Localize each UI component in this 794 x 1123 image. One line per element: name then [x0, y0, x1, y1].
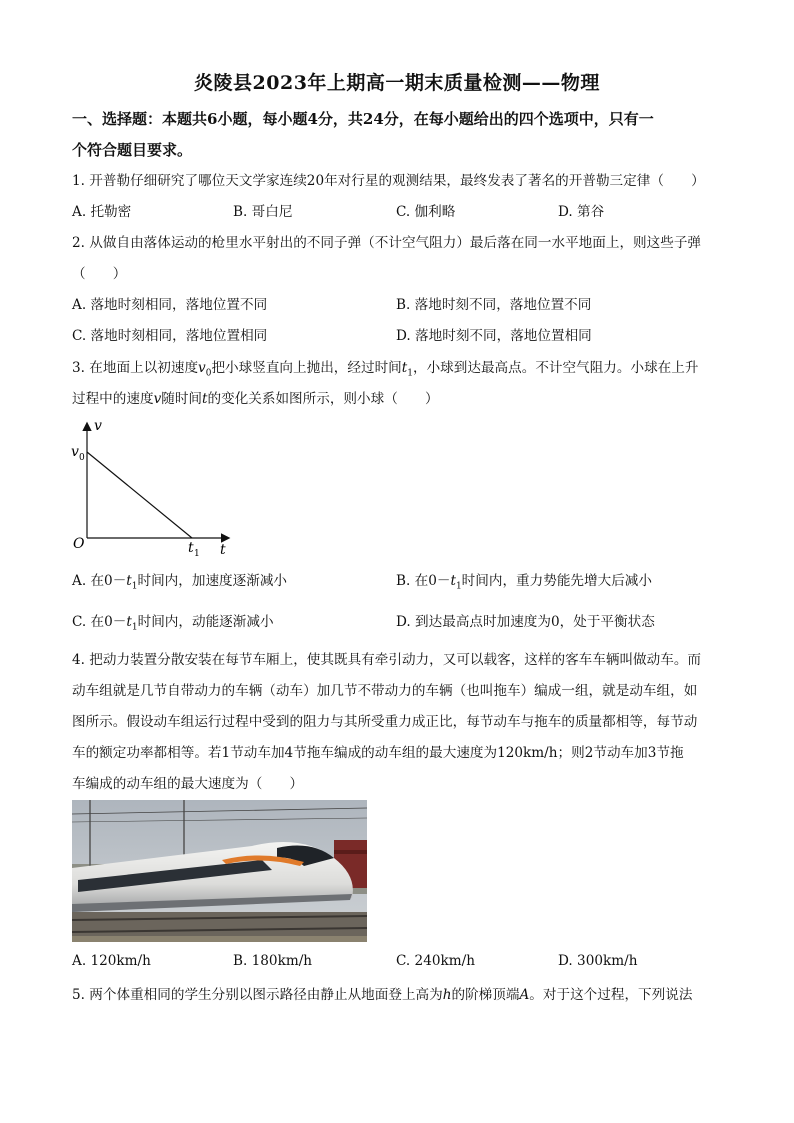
q4-option-d: D. 300km/h: [558, 953, 638, 969]
q5-var-a: A: [519, 987, 530, 1003]
q5-var-h: h: [442, 987, 452, 1003]
q3-option-d: D. 到达最高点时加速度为0，处于平衡状态: [396, 614, 655, 630]
q3-text: 3. 在地面上以初速度: [72, 360, 199, 376]
question-3-stem-line2: [72, 389, 726, 409]
velocity-time-graph: [70, 418, 240, 560]
question-2-stem-line1: 2. 从做自由落体运动的枪里水平射出的不同子弹（不计空气阻力）最后落在同一水平地面上，则这些子弹: [72, 235, 702, 251]
q1-option-b: B. 哥白尼: [233, 204, 293, 220]
question-5-stem: [72, 985, 726, 1005]
q5-text: 的阶梯顶端: [451, 987, 520, 1003]
q1-option-a: A. 托勒密: [72, 204, 132, 220]
train-illustration: [72, 800, 367, 942]
q3-opt-text: C. 在0－: [72, 614, 127, 630]
graph-t1-sub: 1: [194, 549, 200, 559]
q3-var-t: t: [202, 391, 208, 407]
q3-text: 把小球竖直向上抛出，经过时间: [211, 360, 402, 376]
q3-sub-1: 1: [407, 368, 413, 379]
graph-velocity-line: [87, 452, 192, 538]
graph-y-label: v: [94, 418, 102, 434]
q2-option-c: C. 落地时刻相同，落地位置相同: [72, 328, 268, 344]
q3-opt-sub: 1: [131, 622, 138, 633]
q2-option-b: B. 落地时刻不同，落地位置不同: [396, 297, 592, 313]
q3-opt-t: t: [126, 614, 132, 630]
q3-opt-text: A. 在0－: [72, 573, 127, 589]
exam-title: 炎陵县2023年上期高一期末质量检测——物理: [194, 72, 600, 94]
q5-text: 。对于这个过程，下列说法: [529, 987, 693, 1003]
section-heading-line2: 个符合题目要求。: [72, 141, 193, 159]
q4-option-a: A. 120km/h: [72, 953, 151, 969]
q3-option-c: [72, 612, 274, 638]
q3-opt-text: B. 在0－: [396, 573, 451, 589]
section-heading-line1: 一、选择题：本题共6小题，每小题4分，共24分，在每小题给出的四个选项中，只有一: [72, 110, 654, 128]
question-4-line5: 车编成的动车组的最大速度为（ ）: [72, 776, 304, 792]
train-photo: [72, 800, 367, 942]
graph-t1-label: t: [188, 540, 194, 556]
q3-text: 随时间: [161, 391, 203, 407]
q3-opt-t: t: [126, 573, 132, 589]
q3-var-v: v: [153, 391, 162, 407]
q3-opt-text: 时间内，动能逐渐减小: [137, 614, 274, 630]
q3-var-t1: t: [401, 360, 408, 376]
question-3-stem-line1: [72, 358, 726, 384]
question-4-line3: 图所示。假设动车组运行过程中受到的阻力与其所受重力成正比，每节动车与拖车的质量都相等，每节动: [72, 714, 698, 730]
question-2-stem-line2: （ ）: [72, 266, 127, 282]
graph-v0-sub: 0: [79, 453, 85, 463]
q3-option-a: [72, 571, 287, 597]
q3-opt-sub: 1: [131, 581, 138, 592]
question-4-line2: 动车组就是几节自带动力的车辆（动车）加几节不带动力的车辆（也叫拖车）编成一组，就是动车组，如: [72, 683, 698, 699]
q3-text: ，小球到达最高点。不计空气阻力。小球在上升: [412, 360, 699, 376]
q5-text: 5. 两个体重相同的学生分别以图示路径由静止从地面登上高为: [72, 987, 443, 1003]
q2-option-d: D. 落地时刻不同，落地位置相同: [396, 328, 592, 344]
q3-opt-t: t: [450, 573, 456, 589]
question-4-line1: 4. 把动力装置分散安装在每节车厢上，使其既具有牵引动力，又可以载客，这样的客车车辆叫做动车。而: [72, 652, 702, 668]
q3-opt-text: 时间内，重力势能先增大后减小: [461, 573, 652, 589]
q2-option-a: A. 落地时刻相同，落地位置不同: [72, 297, 268, 313]
q3-opt-text: 时间内，加速度逐渐减小: [137, 573, 288, 589]
q3-text: 的变化关系如图所示，则小球（ ）: [207, 391, 439, 407]
q3-opt-sub: 1: [455, 581, 462, 592]
graph-origin-label: O: [73, 536, 85, 552]
q3-text: 过程中的速度: [72, 391, 154, 407]
q4-option-c: C. 240km/h: [396, 953, 475, 969]
q3-var-v0: v: [198, 360, 206, 376]
question-4-line4: 车的额定功率都相等。若1节动车加4节拖车编成的动车组的最大速度为120km/h；则2节动车加3节拖: [72, 745, 684, 761]
graph-v0-label: v: [71, 444, 79, 460]
q3-option-b: [396, 571, 652, 597]
q1-option-c: C. 伽利略: [396, 204, 456, 220]
graph-x-label: t: [220, 542, 226, 558]
q3-sub-0: 0: [205, 368, 212, 379]
question-1-stem: 1. 开普勒仔细研究了哪位天文学家连续20年对行星的观测结果，最终发表了著名的开普勒三定律（ ）: [72, 173, 705, 189]
q4-option-b: B. 180km/h: [233, 953, 313, 969]
q1-option-d: D. 第谷: [558, 204, 605, 220]
